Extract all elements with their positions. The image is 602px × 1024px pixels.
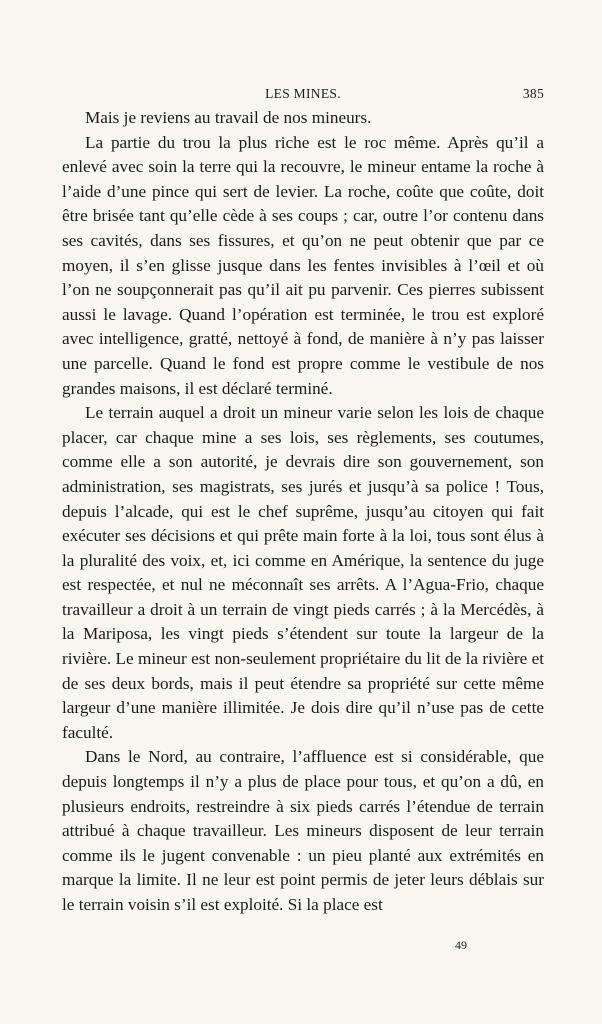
paragraph: Dans le Nord, au contraire, l’affluence est si considérable, que depuis longtemps il n’y a plus de place pour tous, et qu’on a dû, en plusieurs endroits, restreindre à six pieds carrés l’étendue de terrain attribué à chaque travailleur. Les mineurs disposent de leur terrain comme ils le jugent convenable : un pieu planté aux extrémités en marque la limite. Il ne leur est point permis de jeter leurs déblais sur le terrain voisin s’il est exploité. Si la place est: [62, 747, 544, 914]
page-number: 385: [522, 86, 544, 101]
signature-mark: 49: [455, 938, 467, 952]
paragraph: Mais je reviens au travail de nos mineurs.: [85, 108, 372, 127]
body-text: [62, 106, 544, 918]
running-head: LES MINES.: [265, 86, 341, 101]
paragraph: La partie du trou la plus riche est le roc même. Après qu’il a enlevé avec soin la terre qui la recouvre, le mineur entame la roche à l’aide d’une pince qui sert de levier. La roche, coûte que coûte, doit être brisée tant qu’elle cède à ses coups ; car, outre l’or contenu dans ses cavités, dans ses fissures, et qu’on ne peut obtenir que par ce moyen, il s’en glisse jusque dans les fentes invisibles à l’œil et où l’on ne soupçonnerait pas qu’il ait pu parvenir. Ces pierres subissent aussi le lavage. Quand l’opération est terminée, le trou est exploré avec intelligence, gratté, nettoyé à fond, de manière à n’y pas laisser une parcelle. Quand le fond est propre comme le vestibule de nos grandes maisons, il est déclaré terminé.: [62, 132, 544, 398]
paragraph: Le terrain auquel a droit un mineur varie selon les lois de chaque placer, car chaque mine a ses lois, ses règlements, ses coutumes, comme elle a son autorité, je devrais dire son gouvernement, son administration, ses magistrats, ses jurés et jusqu’à sa police ! Tous, depuis l’alcade, qui est le chef suprême, jusqu’au citoyen qui fait exécuter ses décisions et qui prête main forte à la loi, tous sont élus à la pluralité des voix, et, ici comme en Amérique, la sentence du juge est respectée, et nul ne méconnaît ses arrêts. A l’Agua-Frio, chaque travailleur a droit à un terrain de vingt pieds carrés ; à la Mercédès, à la Mariposa, les vingt pieds s’étendent sur toute la largeur de la rivière. Le mineur est non-seulement propriétaire du lit de la rivière et de ses deux bords, mais il peut étendre sa propriété sur cette même largeur d’une manière illimitée. Je dois dire qu’il n’use pas de cette faculté.: [62, 403, 544, 742]
page-header: [62, 86, 544, 104]
